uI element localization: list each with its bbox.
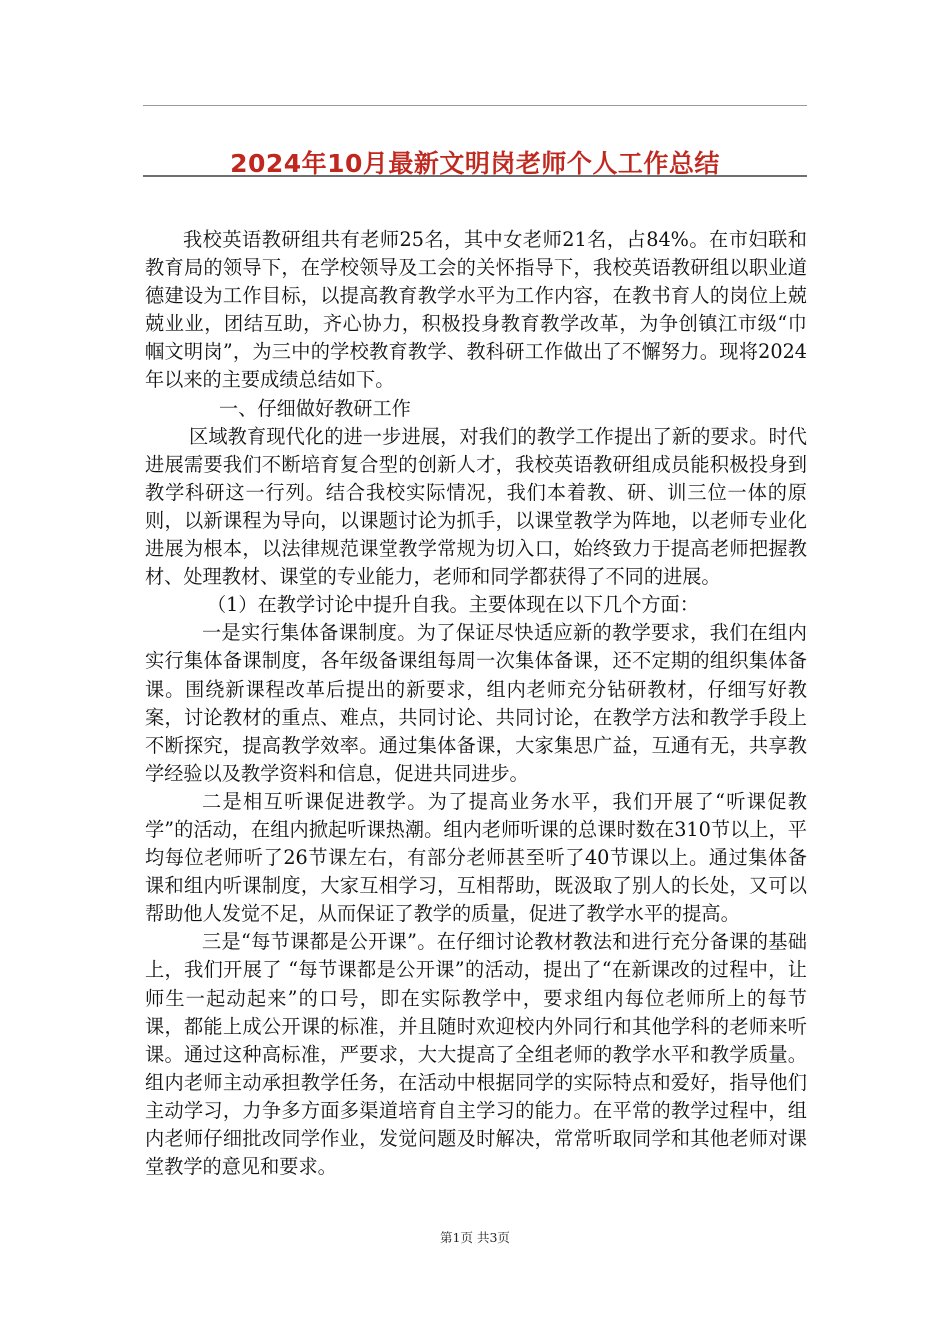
- paragraph-open-class: 三是“每节课都是公开课”。在仔细讨论教材教法和进行充分备课的基础上，我们开展了 “每节课都是公开课”的活动，提出了“在新课改的过程中，让师生一起动起来”的口号，即在实际教学中，要求组内每位老师所上的每节课，都能上成公开课的标准，并且随时欢迎校内外同行和其他学科的老师来听课。通过这种高标准，严要求，大大提高了全组老师的教学水平和教学质量。组内老师主动承担教学任务，在活动中根据同学的实际特点和爱好，指导他们主动学习，力争多方面多渠道培育自主学习的能力。在平常的教学过程中，组内老师仔细批改同学作业，发觉问题及时解决，常常听取同学和其他老师对课堂教学的意见和要求。: [145, 930, 807, 1179]
- section-heading-research: 一、仔细做好教研工作: [219, 396, 411, 420]
- paragraph-peer-observation: 二是相互听课促进教学。为了提高业务水平，我们开展了“听课促教学”的活动，在组内掀起听课热潮。组内老师听课的总课时数在310节以上，平均每位老师听了26节课左右，有部分老师甚至听了40节课以上。通过集体备课和组内听课制度，大家互相学习，互相帮助，既汲取了别人的长处，又可以帮助他人发觉不足，从而保证了教学的质量，促进了教学水平的提高。: [145, 789, 807, 926]
- paragraph-research: 区域教育现代化的进一步进展，对我们的教学工作提出了新的要求。时代进展需要我们不断培育复合型的创新人才，我校英语教研组成员能积极投身到教学科研这一行列。结合我校实际情况，我们本着教、研、训三位一体的原则，以新课程为导向，以课题讨论为抓手，以课堂教学为阵地，以老师专业化进展为根本，以法律规范课堂教学常规为切入口，始终致力于提高老师把握教材、处理教材、课堂的专业能力，老师和同学都获得了不同的进展。: [145, 424, 807, 589]
- document-body: [145, 226, 807, 1181]
- subsection-heading-discussion: （1）在教学讨论中提升自我。主要体现在以下几个方面：: [207, 593, 699, 617]
- document-title: 2024年10月最新文明岗老师个人工作总结: [230, 148, 720, 178]
- page-number-footer: 第1页 共3页: [440, 1230, 510, 1245]
- header-rule-bottom: [143, 175, 807, 177]
- paragraph-intro: 我校英语教研组共有老师25名，其中女老师21名，占84%。在市妇联和教育局的领导下，在学校领导及工会的关怀指导下，我校英语教研组以职业道德建设为工作目标，以提高教育教学水平为工作内容，在教书育人的岗位上兢兢业业，团结互助，齐心协力，积极投身教育教学改革，为争创镇江市级“巾帼文明岗”，为三中的学校教育教学、教科研工作做出了不懈努力。现将2024年以来的主要成绩总结如下。: [145, 228, 807, 392]
- paragraph-collective-prep: 一是实行集体备课制度。为了保证尽快适应新的教学要求，我们在组内实行集体备课制度，各年级备课组每周一次集体备课，还不定期的组织集体备课。围绕新课程改革后提出的新要求，组内老师充分钻研教材，仔细写好教案，讨论教材的重点、难点，共同讨论、共同讨论，在教学方法和教学手段上不断探究，提高教学效率。通过集体备课，大家集思广益，互通有无，共享教学经验以及教学资料和信息，促进共同进步。: [145, 621, 807, 785]
- header-rule-top: [143, 105, 807, 106]
